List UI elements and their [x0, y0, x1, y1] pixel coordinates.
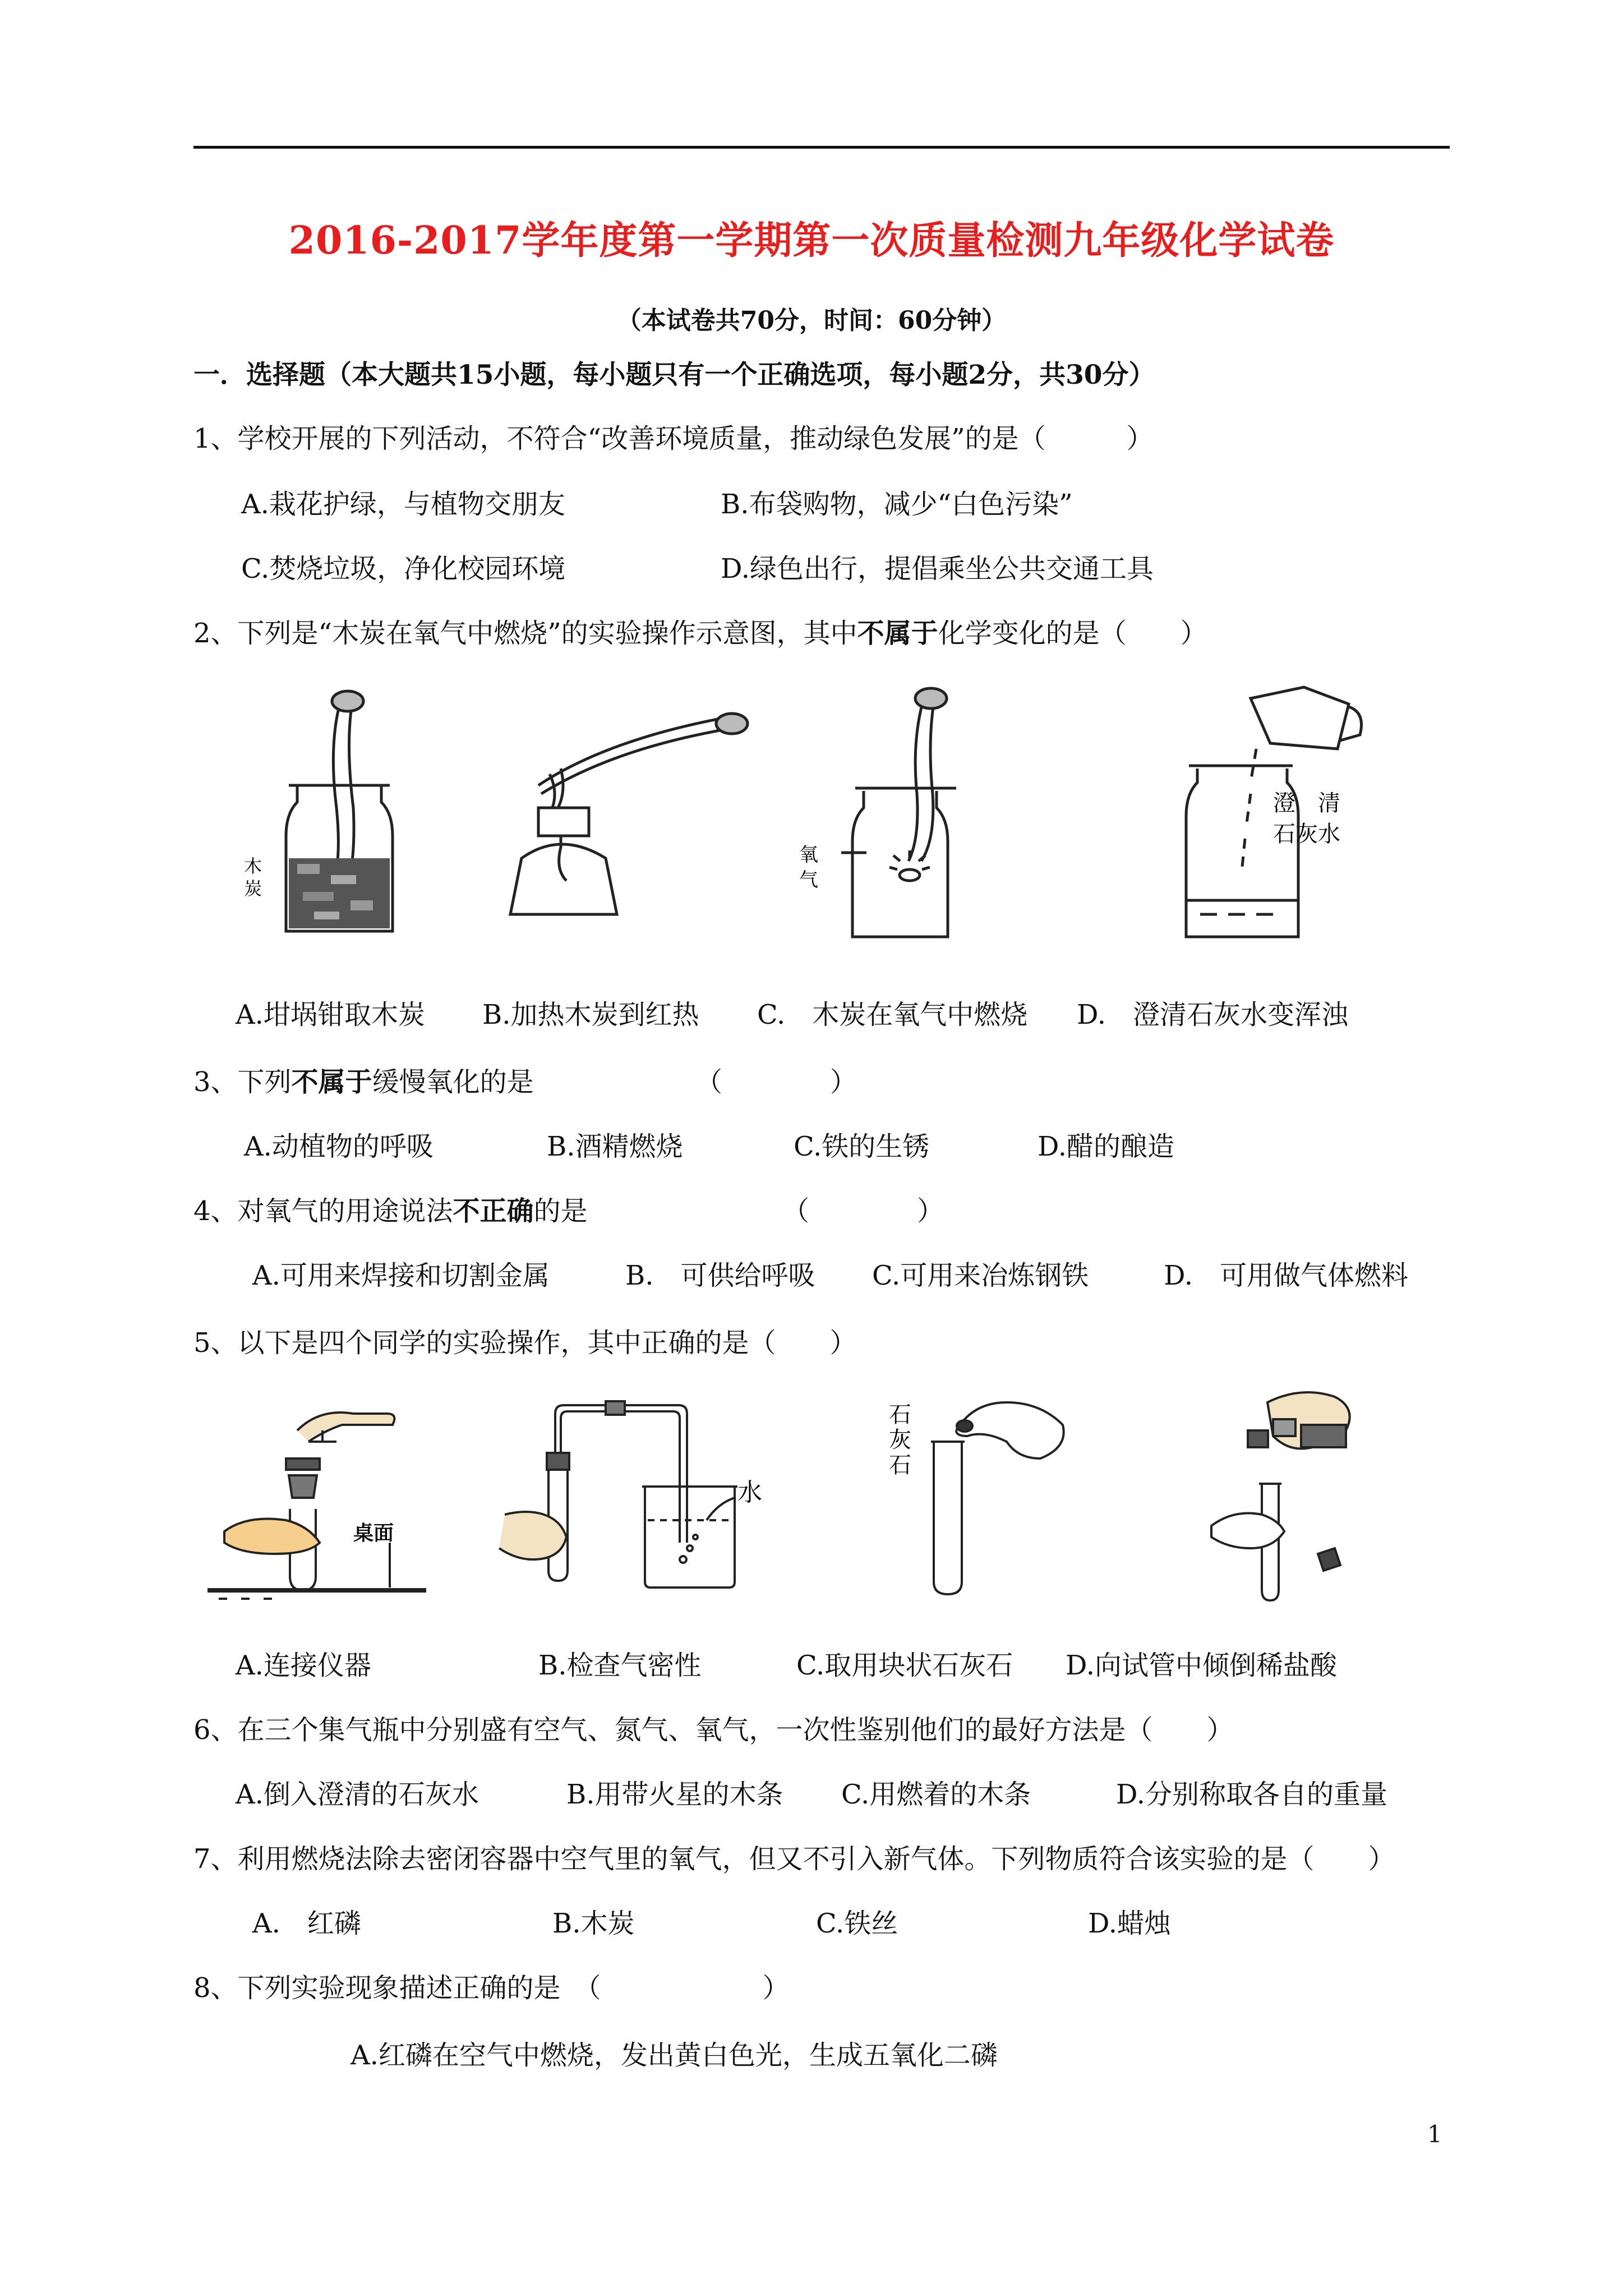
q3-stem-pre: 3、下列	[193, 1066, 292, 1098]
q3-stem-post: 缓慢氧化的是	[372, 1066, 534, 1098]
fig-label-oxygen-a: 氧	[799, 844, 818, 866]
q2-option-c: C. 木炭在氧气中燃烧	[757, 999, 1028, 1030]
q2-stem	[193, 620, 1207, 647]
q6-stem: 6、在三个集气瓶中分别盛有空气、氮气、氧气，一次性鉴别他们的最好方法是（ ）	[193, 1714, 1234, 1746]
header-rule	[193, 146, 1450, 149]
q5-figure-d-pour-acid	[1189, 1380, 1413, 1616]
q3-answer-paren: （ ）	[695, 1066, 857, 1098]
q5-figure-a-connect-apparatus	[208, 1397, 449, 1610]
q6-option-a: A.倒入澄清的石灰水	[236, 1779, 479, 1810]
q6-option-b: B.用带火星的木条	[566, 1779, 783, 1810]
q4-stem-pre: 4、对氧气的用途说法	[193, 1195, 453, 1227]
fig-label-limewater-2: 石灰水	[1273, 821, 1340, 847]
q5-figure-c-limestone	[883, 1391, 1085, 1616]
fig-label-limestone-a: 石	[889, 1402, 911, 1428]
q3-stem	[193, 1066, 534, 1098]
q5-option-c: C.取用块状石灰石	[796, 1650, 1013, 1681]
q7-stem: 7、利用燃烧法除去密闭容器中空气里的氧气，但又不引入新气体。下列物质符合该实验的是（ ）	[193, 1843, 1395, 1875]
section-heading: 一．选择题（本大题共15小题，每小题只有一个正确选项，每小题2分，共30分）	[193, 360, 1155, 390]
q2-figure-c-charcoal-oxygen	[791, 676, 981, 945]
q1-stem: 1、学校开展的下列活动，不符合“改善环境质量，推动绿色发展”的是（ ）	[193, 423, 1154, 454]
q2-option-a: A.坩埚钳取木炭	[236, 999, 425, 1030]
q4-option-d: D. 可用做气体燃料	[1164, 1260, 1409, 1291]
fig-label-oxygen-b: 气	[799, 869, 818, 891]
q3-option-c: C.铁的生锈	[794, 1131, 930, 1162]
q2-stem-pre: 2、下列是“木炭在氧气中燃烧”的实验操作示意图，其中	[193, 618, 857, 649]
q2-stem-bold: 不属于	[857, 618, 938, 649]
exam-title: 2016-2017学年度第一学期第一次质量检测九年级化学试卷	[288, 218, 1335, 263]
q4-stem-post: 的是	[533, 1195, 588, 1227]
page-number: 1	[1427, 2120, 1442, 2148]
q7-option-b: B.木炭	[552, 1908, 635, 1939]
q3-stem-bold: 不属于	[291, 1066, 372, 1098]
q5-option-a: A.连接仪器	[236, 1650, 371, 1681]
q1-option-b: B.布袋购物，减少“白色污染”	[721, 489, 1073, 520]
q5-stem: 5、以下是四个同学的实验操作，其中正确的是（ ）	[193, 1327, 857, 1359]
q3-option-d: D.醋的酿造	[1038, 1131, 1175, 1162]
fig-label-limewater-1: 澄 清	[1273, 790, 1340, 816]
fig-label-charcoal-b: 炭	[244, 878, 262, 899]
q2-option-b: B.加热木炭到红热	[482, 999, 699, 1030]
q3-option-b: B.酒精燃烧	[547, 1131, 683, 1162]
q5-figure-b-airtightness-check	[494, 1386, 774, 1610]
q2-figure-a-tongs-charcoal	[236, 679, 426, 942]
q7-option-c: C.铁丝	[816, 1908, 898, 1939]
q4-stem-bold: 不正确	[453, 1195, 534, 1227]
q6-option-c: C.用燃着的木条	[841, 1779, 1031, 1810]
q5-option-b: B.检查气密性	[538, 1650, 702, 1681]
q1-option-d: D.绿色出行，提倡乘坐公共交通工具	[721, 553, 1154, 585]
exam-subtitle: （本试卷共70分，时间：60分钟）	[616, 306, 1007, 335]
q4-stem	[193, 1195, 588, 1227]
fig-label-desk: 桌面	[353, 1522, 394, 1545]
q2-option-d: D. 澄清石灰水变浑浊	[1077, 999, 1349, 1030]
q3-option-a: A.动植物的呼吸	[244, 1131, 434, 1162]
q2-figure-b-alcohol-lamp	[505, 690, 796, 942]
q4-answer-paren: （ ）	[782, 1195, 944, 1227]
q2-stem-post: 化学变化的是（ ）	[938, 618, 1207, 649]
q7-option-a: A. 红磷	[252, 1908, 361, 1939]
q7-option-d: D.蜡烛	[1088, 1908, 1172, 1939]
q5-option-d: D.向试管中倾倒稀盐酸	[1066, 1650, 1338, 1681]
q4-option-a: A.可用来焊接和切割金属	[252, 1260, 550, 1291]
q2-figure-d-limewater	[1155, 682, 1402, 945]
q8-stem: 8、下列实验现象描述正确的是 （ ）	[193, 1972, 790, 2004]
fig-label-water: 水	[737, 1478, 762, 1507]
q6-option-d: D.分别称取各自的重量	[1116, 1779, 1388, 1810]
fig-label-limestone-b: 灰	[889, 1427, 911, 1453]
q4-option-b: B. 可供给呼吸	[625, 1260, 815, 1291]
q8-option-a: A.红磷在空气中燃烧，发出黄白色光，生成五氧化二磷	[351, 2040, 998, 2071]
fig-label-limestone-c: 石	[889, 1452, 911, 1478]
fig-label-charcoal-a: 木	[244, 855, 262, 877]
q4-option-c: C.可用来冶炼钢铁	[872, 1260, 1089, 1291]
q1-option-c: C.焚烧垃圾，净化校园环境	[241, 553, 566, 585]
q1-option-a: A.栽花护绿，与植物交朋友	[241, 489, 565, 520]
